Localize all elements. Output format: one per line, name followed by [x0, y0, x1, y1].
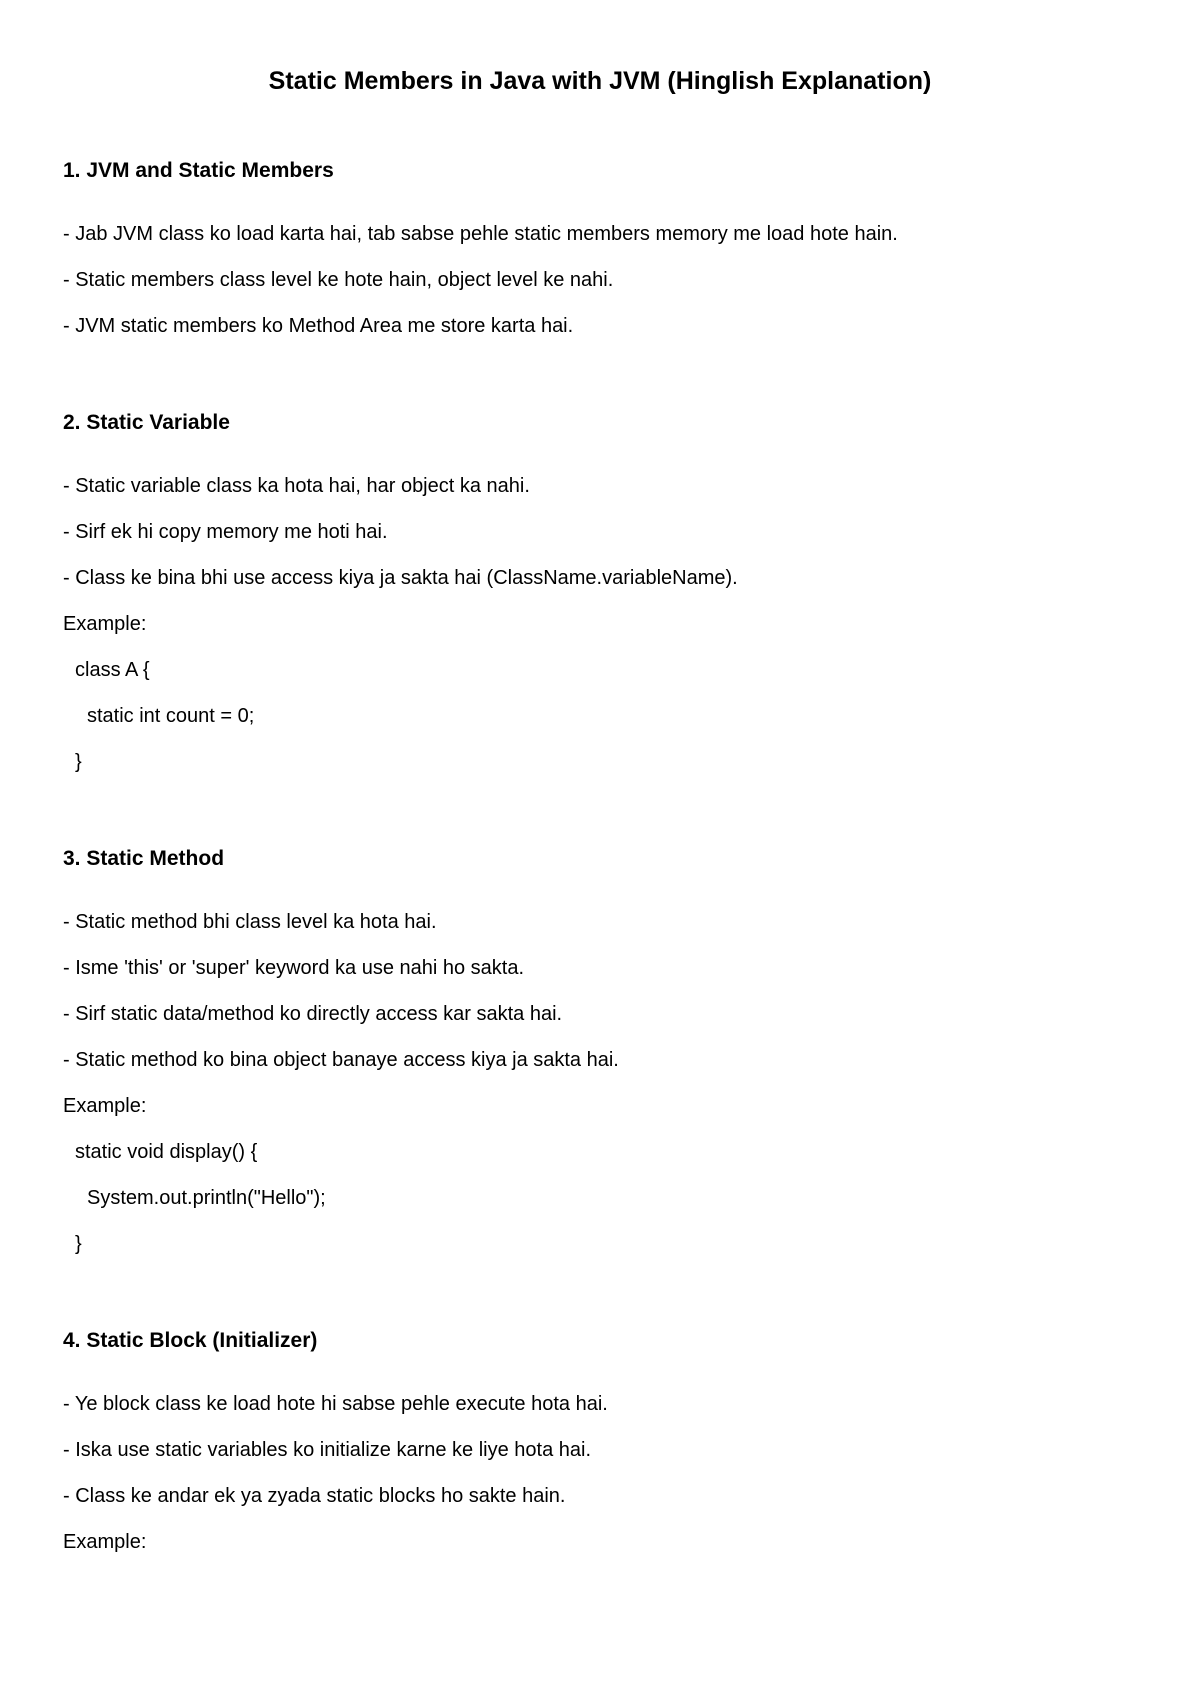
example-label: Example: [63, 613, 147, 635]
code-line: } [75, 751, 82, 773]
section-1-line: - Static members class level ke hote hain, object level ke nahi. [63, 269, 614, 291]
code-line: System.out.println("Hello"); [87, 1187, 326, 1209]
code-line: static int count = 0; [87, 705, 255, 727]
section-3-line: - Sirf static data/method ko directly access kar sakta hai. [63, 1003, 563, 1025]
section-heading-static-variable: 2. Static Variable [63, 411, 230, 434]
section-2-line: - Class ke bina bhi use access kiya ja sakta hai (ClassName.variableName). [63, 567, 738, 589]
section-heading-static-method: 3. Static Method [63, 847, 225, 870]
code-line: } [75, 1233, 82, 1255]
code-line: static void display() { [75, 1141, 258, 1163]
section-4-line: - Class ke andar ek ya zyada static blocks ho sakte hain. [63, 1485, 566, 1507]
section-4-line: - Ye block class ke load hote hi sabse pehle execute hota hai. [63, 1393, 608, 1415]
code-line: class A { [75, 659, 150, 681]
section-1-line: - JVM static members ko Method Area me store karta hai. [63, 315, 574, 337]
example-label: Example: [63, 1531, 147, 1553]
example-label: Example: [63, 1095, 147, 1117]
section-heading-jvm-static-members: 1. JVM and Static Members [63, 159, 334, 182]
section-3-line: - Static method ko bina object banaye access kiya ja sakta hai. [63, 1049, 619, 1071]
section-4-line: - Iska use static variables ko initialize karne ke liye hota hai. [63, 1439, 592, 1461]
section-3-line: - Isme 'this' or 'super' keyword ka use nahi ho sakta. [63, 957, 525, 979]
document-title: Static Members in Java with JVM (Hinglish Explanation) [268, 67, 932, 95]
section-2-line: - Sirf ek hi copy memory me hoti hai. [63, 521, 388, 543]
section-3-line: - Static method bhi class level ka hota hai. [63, 911, 437, 933]
section-2-line: - Static variable class ka hota hai, har object ka nahi. [63, 475, 530, 497]
section-heading-static-block: 4. Static Block (Initializer) [63, 1329, 318, 1352]
section-1-line: - Jab JVM class ko load karta hai, tab sabse pehle static members memory me load hote hain. [63, 223, 898, 245]
